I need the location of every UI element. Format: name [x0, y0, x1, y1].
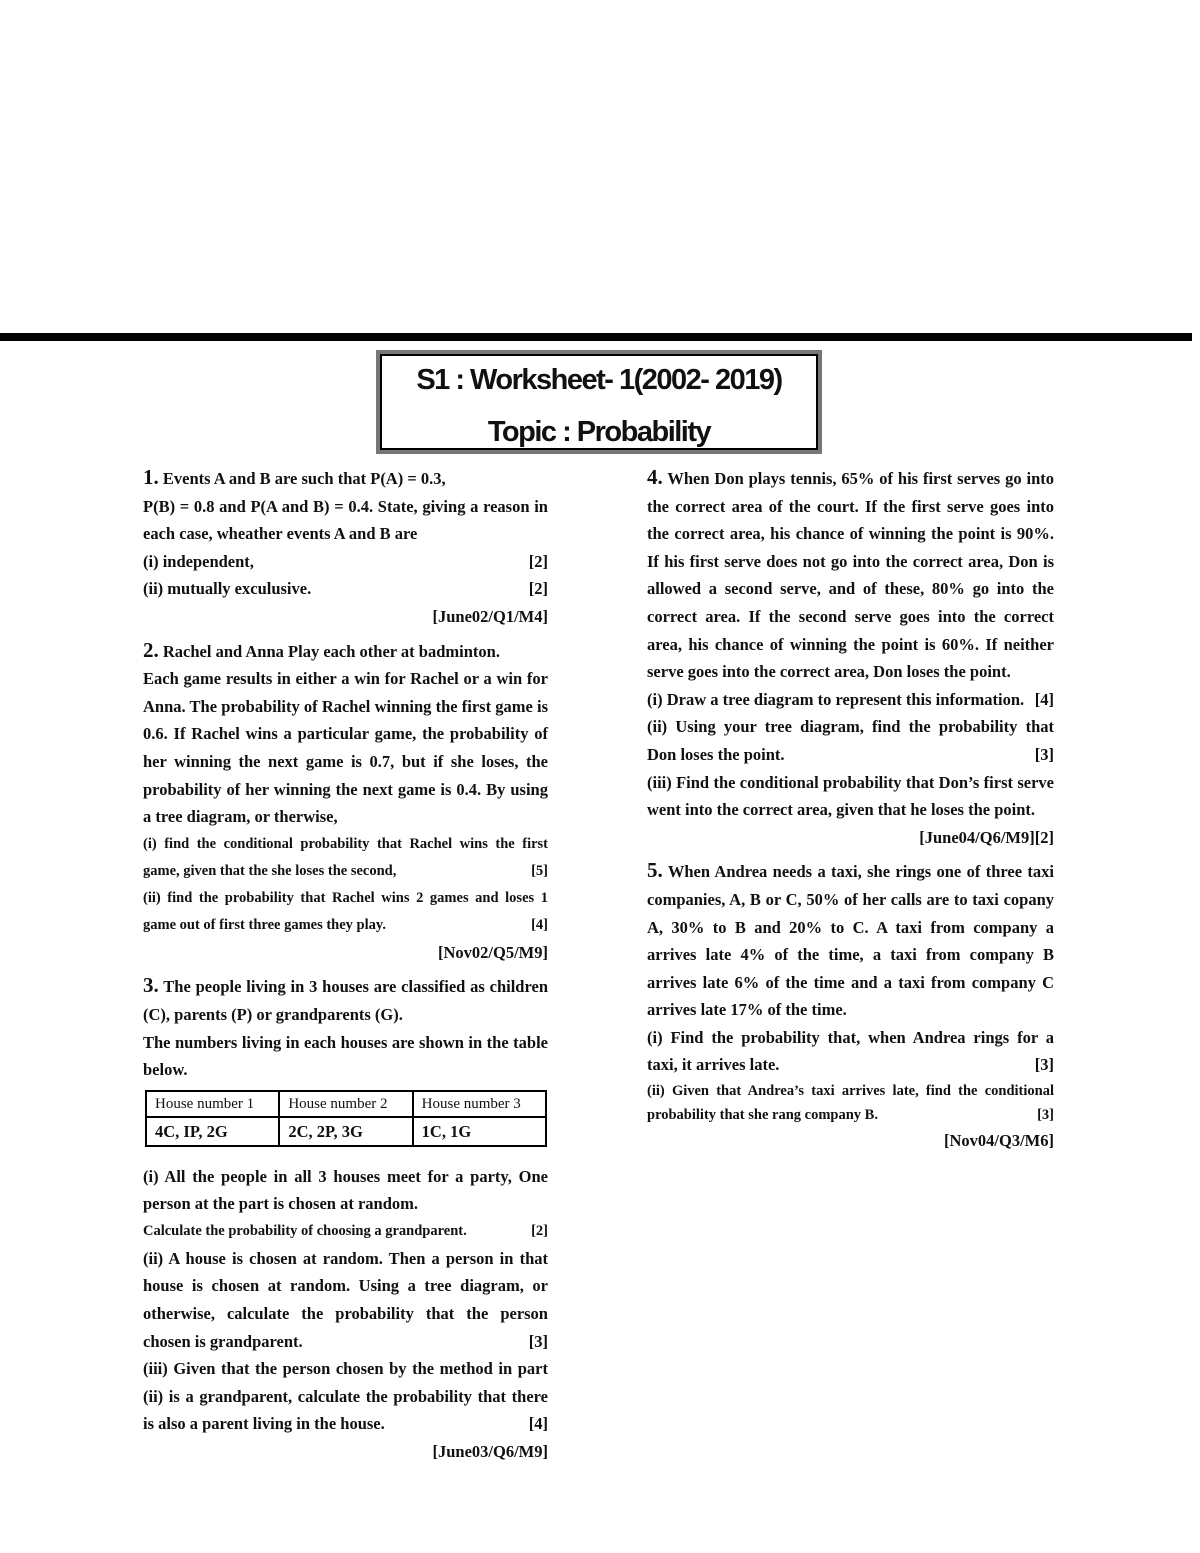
left-column [143, 464, 548, 1472]
question-part [143, 831, 548, 885]
table-header-cell: House number 1 [146, 1091, 279, 1117]
source-reference: [Nov04/Q3/M6] [944, 1131, 1054, 1151]
question-text: P(B) = 0.8 and P(A and B) = 0.4. State, giving a reason in each case, wheather events A and B are [143, 496, 548, 544]
question-3 [143, 972, 548, 1465]
question-part [143, 548, 548, 576]
title-box [376, 350, 822, 454]
table-header-cell: House number 3 [413, 1091, 546, 1117]
marks: [3] [1034, 1055, 1054, 1075]
question-part [143, 1355, 548, 1438]
houses-table [145, 1090, 547, 1147]
table-cell: 4C, IP, 2G [146, 1117, 279, 1146]
part-text: Calculate the probability of choosing a grandparent. [143, 1222, 467, 1239]
part-text: (i) find the conditional probability that Rachel wins the first game, given that the she loses the second, [143, 835, 548, 879]
part-text: (iii) Given that the person chosen by the method in part (ii) is a grandparent, calculate the probability that there is also a parent living in the house. [143, 1359, 548, 1434]
question-part: (i) All the people in all 3 houses meet for a party, One person at the part is chosen at random. [143, 1166, 548, 1214]
marks: [4] [1034, 689, 1054, 709]
marks: [3] [1037, 1107, 1054, 1124]
table-header-cell: House number 2 [279, 1091, 412, 1117]
question-2 [143, 637, 548, 967]
marks: [2] [531, 1222, 548, 1239]
part-text: (ii) Using your tree diagram, find the probability that Don loses the point. [647, 717, 1054, 764]
table-header-row [146, 1091, 546, 1117]
question-number: 5. [647, 858, 663, 883]
marks: [4] [531, 916, 548, 933]
worksheet-topic: Topic : Probability [487, 416, 711, 448]
question-part [647, 1079, 1054, 1127]
source-reference: [June03/Q6/M9] [432, 1442, 548, 1462]
part-text: (ii) Given that Andrea’s taxi arrives late, find the conditional probability that she rang company B. [647, 1083, 1054, 1124]
question-text: The numbers living in each houses are shown in the table below. [143, 1032, 548, 1080]
question-text: When Don plays tennis, 65% of his first serves go into the correct area of the court. If the first serve goes into the correct area, his chance of winning the point is 90%. If his first serve does not go into the correct area, Don is allowed a second serve, and of these, 80% go into the correct area. If the second serve goes into the correct area, his chance of winning the point is 60%. If neither serve goes into the correct area, Don loses the point. [647, 469, 1054, 682]
question-text: Events A and B are such that P(A) = 0.3, [162, 469, 446, 488]
part-text: (ii) A house is chosen at random. Then a person in that house is chosen at random. Using a tree diagram, or otherwise, calculate the probability that the person chosen is grandparent. [143, 1248, 548, 1351]
part-text: (i) Find the probability that, when Andrea rings for a taxi, it arrives late. [647, 1027, 1054, 1075]
marks: [3] [1034, 744, 1054, 764]
marks: [3] [528, 1331, 548, 1351]
marks: [4] [528, 1414, 548, 1434]
source-reference: [Nov02/Q5/M9] [438, 942, 548, 962]
part-text: (iii) Find the conditional probability that Don’s first serve went into the correct area, given that he loses the point. [647, 772, 1054, 820]
question-5 [647, 857, 1054, 1154]
part-text: (ii) mutually exculusive. [143, 579, 312, 599]
question-part [143, 575, 548, 603]
source-reference: [June04/Q6/M9] [919, 827, 1035, 847]
header-rule [0, 333, 1192, 341]
table-row [146, 1117, 546, 1146]
worksheet-title: S1 : Worksheet- 1(2002- 2019) [416, 364, 782, 396]
question-4 [647, 464, 1054, 851]
question-number: 2. [143, 637, 159, 662]
marks: [2] [528, 551, 548, 571]
table-cell: 1C, 1G [413, 1117, 546, 1146]
question-part [647, 1024, 1054, 1079]
question-part [143, 1245, 548, 1355]
question-text: Each game results in either a win for Rachel or a win for Anna. The probability of Rachel winning the first game is 0.6. If Rachel wins a particular game, the probability of her winning the next game is 0.7, but if she loses, the probability of her winning the next game is 0.4. By using a tree diagram, or therwise, [143, 669, 548, 827]
question-part [143, 1218, 548, 1245]
question-number: 4. [647, 465, 663, 489]
question-text: Rachel and Anna Play each other at badminton. [162, 641, 500, 661]
question-text: The people living in 3 houses are classified as children (C), parents (P) or grandparents (G). [143, 977, 549, 1024]
question-part [647, 686, 1054, 714]
question-text: When Andrea needs a taxi, she rings one of three taxi companies, A, B or C, 50% of her calls are to taxi copany A, 30% to B and 20% to C. A taxi from company a arrives late 4% of the time, a taxi from company B arrives late 6% of the time and a taxi from company C arrives late 17% of the time. [647, 862, 1054, 1020]
question-part [143, 885, 548, 939]
marks: [2] [528, 579, 548, 599]
marks: [2] [1034, 827, 1054, 847]
marks: [5] [531, 862, 548, 879]
part-text: (ii) find the probability that Rachel wins 2 games and loses 1 game out of first three games they play. [143, 889, 548, 933]
table-cell: 2C, 2P, 3G [279, 1117, 412, 1146]
part-text: (i) Draw a tree diagram to represent this information. [647, 689, 1025, 709]
question-part [647, 713, 1054, 768]
right-column [647, 464, 1054, 1161]
question-1 [143, 464, 548, 631]
question-number: 3. [143, 973, 159, 998]
question-number: 1. [143, 465, 159, 489]
source-reference: [June02/Q1/M4] [432, 606, 548, 626]
part-text: (i) independent, [143, 551, 254, 571]
